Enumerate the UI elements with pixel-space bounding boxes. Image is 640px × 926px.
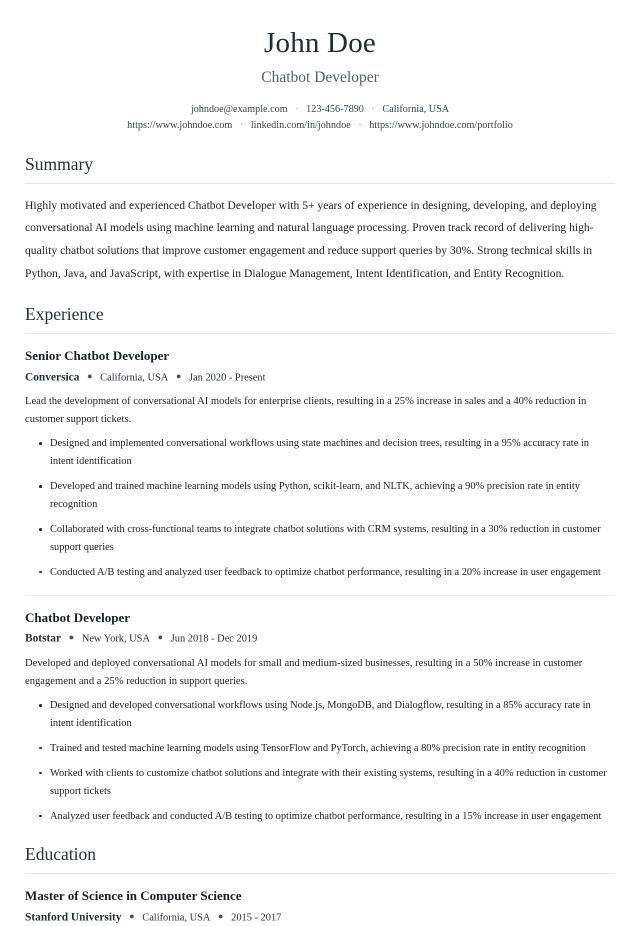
contact-phone[interactable]: 123-456-7890 [306, 103, 364, 115]
experience-meta [25, 631, 615, 647]
experience-bullet: Worked with clients to customize chatbot solutions and integrate with their existing systems, resulting in a 40% reduction in customer support tickets [39, 765, 615, 801]
experience-job-title: Chatbot Developer [25, 609, 131, 625]
experience-bullet: Developed and trained machine learning models using Python, scikit-learn, and NLTK, achieving a 90% precision rate in entity recognition [39, 478, 615, 514]
contact-separator-icon: · [371, 103, 375, 115]
meta-separator-icon: ● [175, 370, 182, 381]
section-experience [25, 304, 615, 825]
experience-bullet: Collaborated with cross-functional teams to integrate chatbot solutions with CRM systems, resulting in a 30% reduction in customer support queries [39, 521, 615, 557]
education-meta [25, 910, 615, 926]
experience-location: California, USA [100, 372, 169, 384]
contact-linkedin[interactable]: linkedin.com/in/johndoe [250, 120, 351, 132]
experience-organization: Conversica [25, 371, 80, 384]
section-title-experience: Experience [25, 304, 104, 325]
education-dates: 2015 - 2017 [231, 912, 282, 924]
contact-line-links [25, 118, 615, 135]
experience-location: New York, USA [81, 633, 150, 645]
education-institution: Stanford University [25, 911, 122, 924]
experience-dates: Jan 2020 - Present [189, 372, 266, 384]
contact-website[interactable]: https://www.johndoe.com [127, 120, 233, 132]
experience-bullet-list [25, 435, 615, 581]
experience-bullet: Designed and implemented conversational workflows using state machines and decision trees, resulting in a 95% accuracy rate in intent identification [39, 435, 615, 471]
experience-job-title: Senior Chatbot Developer [25, 347, 170, 363]
experience-bullet-list [25, 697, 615, 825]
experience-bullet: Analyzed user feedback and conducted A/B testing to optimize chatbot performance, resulting in a 15% increase in user engagement [39, 808, 615, 826]
experience-meta [25, 370, 615, 386]
contact-portfolio[interactable]: https://www.johndoe.com/portfolio [369, 120, 513, 132]
experience-bullet: Designed and developed conversational workflows using Node.js, MongoDB, and Dialogflow, resulting in a 85% accuracy rate in intent identification [39, 697, 615, 733]
experience-bullet: Trained and tested machine learning models using TensorFlow and PyTorch, achieving a 80% precision rate in entity recognition [39, 740, 615, 758]
section-title-summary: Summary [25, 153, 94, 174]
experience-entry [25, 596, 615, 826]
candidate-headline: Chatbot Developer [261, 69, 379, 87]
section-title-education: Education [25, 844, 96, 865]
summary-paragraph: Highly motivated and experienced Chatbot Developer with 5+ years of experience in designing, developing, and deploying conversational AI models using machine learning and natural language processing. Proven track record of delivering high-quality chatbot solutions that improve customer engagement and reduce support queries by 30%. Strong technical skills in Python, Java, and JavaScript, with expertise in Dialogue Management, Intent Identification, and Entity Recognition. [25, 198, 597, 280]
education-entry [25, 885, 615, 926]
meta-separator-icon: ● [157, 632, 164, 643]
meta-separator-icon: ● [87, 370, 93, 381]
meta-separator-icon: ● [129, 910, 135, 921]
contact-separator-icon: · [295, 103, 299, 115]
contact-location: California, USA [382, 103, 450, 115]
education-degree: Master of Science in Computer Science [25, 888, 242, 904]
contact-email[interactable]: johndoe@example.com [190, 103, 288, 115]
experience-dates: Jun 2018 - Dec 2019 [170, 633, 258, 645]
contact-separator-icon: · [358, 120, 362, 132]
contact-line-primary [25, 102, 615, 119]
experience-summary: Developed and deployed conversational AI models for small and medium-sized businesses, resulting in a 50% increase in customer engagement and a 25% reduction in support queries. [25, 657, 583, 687]
meta-separator-icon: ● [218, 910, 224, 921]
section-education [25, 844, 615, 926]
resume-header [25, 0, 615, 135]
contact-separator-icon: · [239, 120, 244, 132]
education-location: California, USA [142, 912, 211, 924]
contact-block [25, 102, 615, 135]
section-summary [25, 154, 615, 285]
meta-separator-icon: ● [68, 632, 75, 643]
experience-bullet: Conducted A/B testing and analyzed user feedback to optimize chatbot performance, resulting in a 20% increase in user engagement [39, 564, 615, 582]
candidate-name: John Doe [264, 27, 376, 59]
experience-entry [25, 345, 615, 582]
experience-summary: Lead the development of conversational AI models for enterprise clients, resulting in a 25% increase in sales and a 40% reduction in customer support tickets. [25, 395, 587, 426]
experience-organization: Botstar [25, 632, 62, 645]
